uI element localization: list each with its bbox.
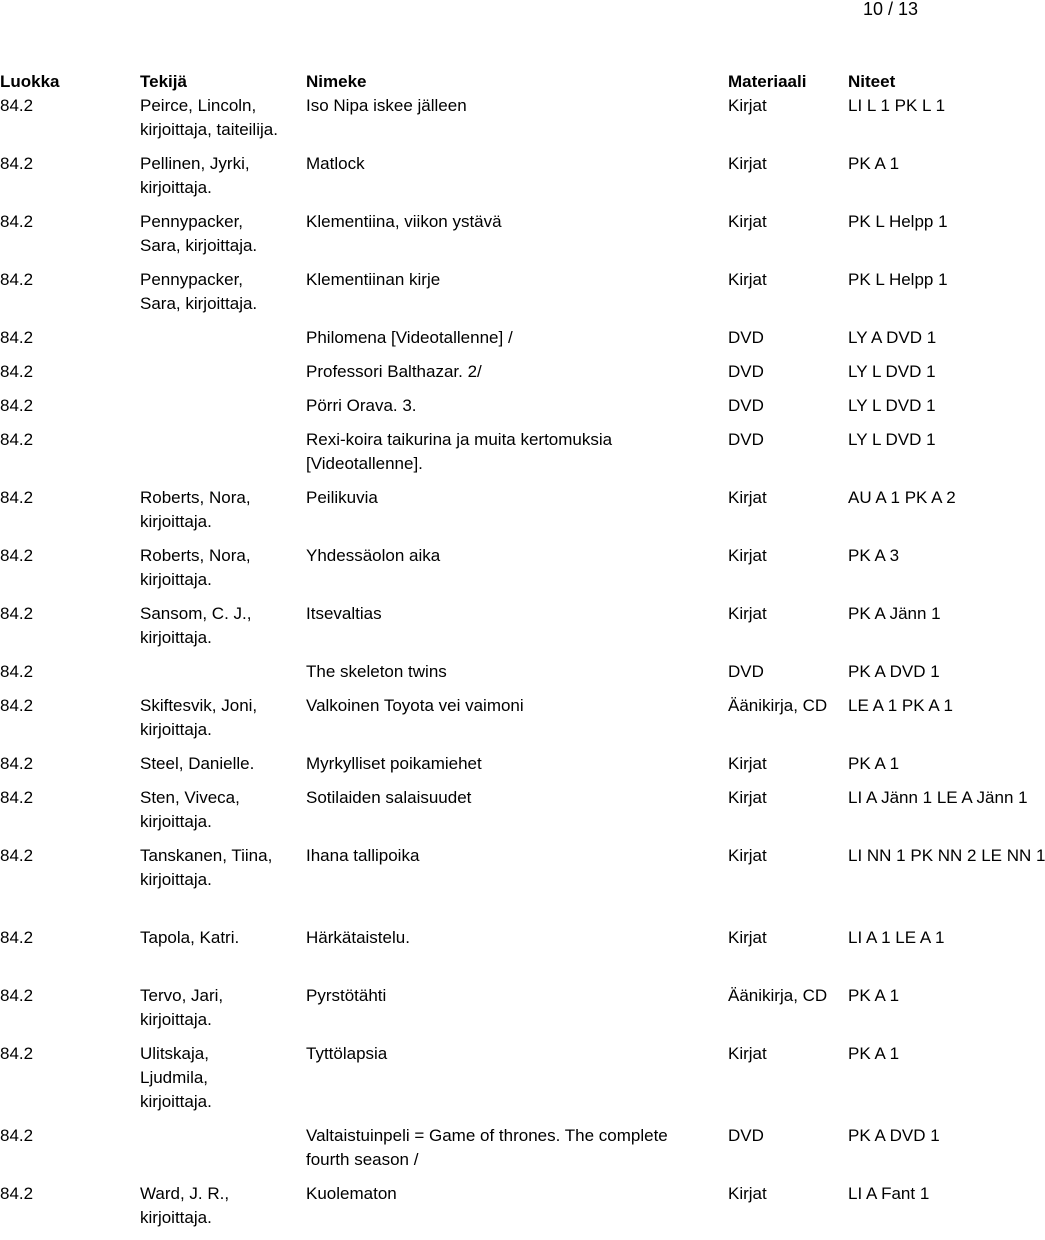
- cell-luokka: 84.2: [0, 788, 34, 807]
- cell-nimeke: Sotilaiden salaisuudet: [306, 788, 472, 807]
- cell-nimeke: Tyttölapsia: [306, 1044, 388, 1063]
- table-row: [0, 844, 1045, 926]
- cell-luokka: 84.2: [0, 488, 34, 507]
- cell-luokka: 84.2: [0, 546, 34, 565]
- cell-niteet: LI A Jänn 1 LE A Jänn 1: [848, 788, 1028, 807]
- cell-tekija: Tapola, Katri.: [140, 928, 240, 947]
- column-header-luokka: Luokka: [0, 72, 60, 91]
- cell-nimeke: The skeleton twins: [306, 662, 447, 681]
- cell-tekija: Skiftesvik, Joni, kirjoittaja.: [140, 696, 258, 739]
- cell-tekija: Pennypacker, Sara, kirjoittaja.: [140, 212, 258, 255]
- cell-luokka: 84.2: [0, 986, 34, 1005]
- cell-luokka: 84.2: [0, 430, 34, 449]
- cell-materiaali: Kirjat: [728, 788, 767, 807]
- table-body: [0, 94, 1045, 1240]
- cell-niteet: PK A 1: [848, 986, 900, 1005]
- cell-nimeke: Itsevaltias: [306, 604, 382, 623]
- cell-materiaali: DVD: [728, 1126, 764, 1145]
- column-header-tekija: Tekijä: [140, 72, 187, 91]
- table-row: [0, 1182, 960, 1240]
- cell-tekija: Peirce, Lincoln, kirjoittaja, taiteilija.: [140, 96, 278, 139]
- cell-materiaali: DVD: [728, 328, 764, 347]
- cell-luokka: 84.2: [0, 928, 34, 947]
- cell-nimeke: Professori Balthazar. 2/: [306, 362, 482, 381]
- table-row: [0, 694, 960, 752]
- cell-niteet: PK L Helpp 1: [848, 270, 948, 289]
- cell-tekija: Ulitskaja, Ljudmila, kirjoittaja.: [140, 1044, 212, 1111]
- table-row: [0, 268, 960, 326]
- cell-luokka: 84.2: [0, 1044, 34, 1063]
- table-row: [0, 486, 960, 544]
- cell-luokka: 84.2: [0, 212, 34, 231]
- table-row: [0, 1124, 960, 1182]
- cell-niteet: LY A DVD 1: [848, 328, 937, 347]
- cell-tekija: Pennypacker, Sara, kirjoittaja.: [140, 270, 258, 313]
- cell-materiaali: Kirjat: [728, 604, 767, 623]
- cell-niteet: PK A DVD 1: [848, 1126, 940, 1145]
- cell-materiaali: Kirjat: [728, 846, 767, 865]
- table-row: [0, 360, 960, 394]
- cell-nimeke: Pörri Orava. 3.: [306, 396, 417, 415]
- cell-niteet: PK A DVD 1: [848, 662, 940, 681]
- table-row: [0, 210, 960, 268]
- cell-niteet: PK A 1: [848, 1044, 900, 1063]
- cell-nimeke: Ihana tallipoika: [306, 846, 420, 865]
- cell-materiaali: DVD: [728, 396, 764, 415]
- cell-tekija: Roberts, Nora, kirjoittaja.: [140, 488, 251, 531]
- cell-tekija: Tanskanen, Tiina, kirjoittaja.: [140, 846, 273, 889]
- table-row: [0, 544, 960, 602]
- cell-niteet: PK A 1: [848, 154, 900, 173]
- cell-nimeke: Peilikuvia: [306, 488, 378, 507]
- cell-niteet: LI NN 1 PK NN 2 LE NN 1: [848, 846, 1045, 865]
- cell-tekija: Pellinen, Jyrki, kirjoittaja.: [140, 154, 250, 197]
- cell-nimeke: Yhdessäolon aika: [306, 546, 441, 565]
- cell-materiaali: Kirjat: [728, 546, 767, 565]
- cell-nimeke: Klementiinan kirje: [306, 270, 441, 289]
- cell-tekija: Tervo, Jari, kirjoittaja.: [140, 986, 224, 1029]
- table-row: [0, 1042, 960, 1124]
- cell-niteet: LY L DVD 1: [848, 430, 936, 449]
- cell-materiaali: Kirjat: [728, 270, 767, 289]
- cell-materiaali: Kirjat: [728, 488, 767, 507]
- table-header-row: [0, 70, 960, 94]
- cell-niteet: LI A 1 LE A 1: [848, 928, 945, 947]
- cell-luokka: 84.2: [0, 396, 34, 415]
- cell-luokka: 84.2: [0, 1184, 34, 1203]
- cell-materiaali: Kirjat: [728, 96, 767, 115]
- cell-luokka: 84.2: [0, 328, 34, 347]
- cell-luokka: 84.2: [0, 1126, 34, 1145]
- cell-nimeke: Klementiina, viikon ystävä: [306, 212, 502, 231]
- cell-materiaali: Kirjat: [728, 928, 767, 947]
- cell-materiaali: Äänikirja, CD: [728, 986, 828, 1005]
- column-header-materiaali: Materiaali: [728, 72, 807, 91]
- cell-materiaali: Äänikirja, CD: [728, 696, 828, 715]
- cell-niteet: AU A 1 PK A 2: [848, 488, 956, 507]
- cell-nimeke: Pyrstötähti: [306, 986, 387, 1005]
- cell-nimeke: Härkätaistelu.: [306, 928, 410, 947]
- cell-niteet: PK L Helpp 1: [848, 212, 948, 231]
- cell-materiaali: Kirjat: [728, 1184, 767, 1203]
- cell-materiaali: DVD: [728, 430, 764, 449]
- cell-luokka: 84.2: [0, 846, 34, 865]
- cell-niteet: LY L DVD 1: [848, 362, 936, 381]
- table-row: [0, 152, 960, 210]
- catalog-table: [0, 70, 1045, 1240]
- cell-tekija: Steel, Danielle.: [140, 754, 255, 773]
- table-row: [0, 394, 960, 428]
- table-row: [0, 984, 960, 1042]
- cell-niteet: LY L DVD 1: [848, 396, 936, 415]
- cell-niteet: LI A Fant 1: [848, 1184, 930, 1203]
- cell-niteet: PK A 3: [848, 546, 900, 565]
- column-header-niteet: Niteet: [848, 72, 896, 91]
- table-row: [0, 94, 960, 152]
- cell-luokka: 84.2: [0, 662, 34, 681]
- cell-luokka: 84.2: [0, 604, 34, 623]
- table-row: [0, 752, 960, 786]
- cell-luokka: 84.2: [0, 696, 34, 715]
- table-row: [0, 326, 960, 360]
- cell-niteet: LI L 1 PK L 1: [848, 96, 946, 115]
- cell-nimeke: Myrkylliset poikamiehet: [306, 754, 482, 773]
- table-row: [0, 428, 960, 486]
- cell-materiaali: Kirjat: [728, 754, 767, 773]
- cell-niteet: PK A 1: [848, 754, 900, 773]
- cell-luokka: 84.2: [0, 96, 34, 115]
- cell-nimeke: Valtaistuinpeli = Game of thrones. The complete fourth season /: [306, 1126, 668, 1169]
- cell-tekija: Ward, J. R., kirjoittaja.: [140, 1184, 230, 1227]
- table-row: [0, 926, 960, 984]
- cell-luokka: 84.2: [0, 362, 34, 381]
- cell-niteet: LE A 1 PK A 1: [848, 696, 953, 715]
- table-row: [0, 786, 1028, 844]
- cell-nimeke: Philomena [Videotallenne] /: [306, 328, 513, 347]
- cell-luokka: 84.2: [0, 154, 34, 173]
- page-number: 10 / 13: [862, 0, 918, 19]
- cell-materiaali: DVD: [728, 662, 764, 681]
- column-header-nimeke: Nimeke: [306, 72, 367, 91]
- cell-nimeke: Valkoinen Toyota vei vaimoni: [306, 696, 524, 715]
- cell-tekija: Roberts, Nora, kirjoittaja.: [140, 546, 251, 589]
- cell-materiaali: Kirjat: [728, 154, 767, 173]
- cell-materiaali: DVD: [728, 362, 764, 381]
- cell-tekija: Sten, Viveca, kirjoittaja.: [140, 788, 240, 831]
- cell-luokka: 84.2: [0, 754, 34, 773]
- cell-tekija: Sansom, C. J., kirjoittaja.: [140, 604, 252, 647]
- cell-luokka: 84.2: [0, 270, 34, 289]
- cell-nimeke: Matlock: [306, 154, 365, 173]
- cell-nimeke: Kuolematon: [306, 1184, 397, 1203]
- cell-nimeke: Rexi-koira taikurina ja muita kertomuksia [Videotallenne].: [306, 430, 613, 473]
- cell-niteet: PK A Jänn 1: [848, 604, 941, 623]
- cell-materiaali: Kirjat: [728, 212, 767, 231]
- table-row: [0, 602, 960, 660]
- cell-materiaali: Kirjat: [728, 1044, 767, 1063]
- table-row: [0, 660, 960, 694]
- cell-nimeke: Iso Nipa iskee jälleen: [306, 96, 467, 115]
